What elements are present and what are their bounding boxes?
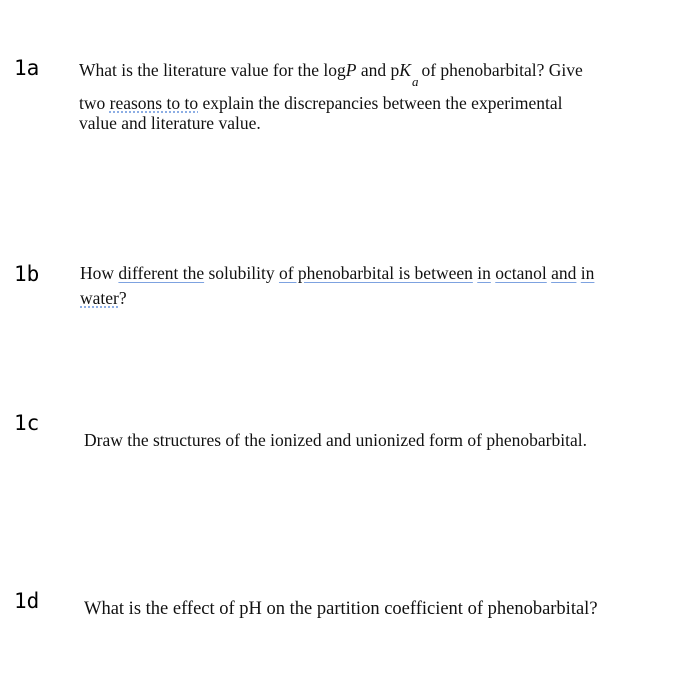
question-1a-text-segment: explain the discrepancies between the experimental (198, 93, 563, 113)
question-1d-line-1: What is the effect of pH on the partition coefficient of phenobarbital? (84, 599, 598, 619)
question-text-1c (84, 428, 587, 453)
question-1b-text-segment: ? (118, 288, 127, 308)
question-number-1a: 1a (14, 56, 40, 80)
question-number-1b: 1b (14, 262, 40, 286)
spellcheck-flagged-text: water (80, 288, 119, 308)
grammar-flagged-text: and (551, 263, 577, 283)
question-1b-text-segment: How (80, 263, 115, 283)
question-text-1d (84, 597, 598, 622)
pka-subscript: a (411, 74, 419, 89)
question-1a-line-1 (79, 58, 583, 89)
question-1a-text-segment: What is the literature value for the log (79, 60, 346, 80)
question-text-1a (79, 58, 583, 136)
question-1a-text-segment: value and literature value. (79, 113, 261, 133)
grammar-flagged-text: different the (118, 263, 205, 283)
question-1a-text-segment: and p (356, 60, 400, 80)
grammar-flagged-text: in (477, 263, 491, 283)
question-1a-text-segment: two (79, 93, 106, 113)
question-text-1b (80, 261, 594, 311)
pka-k-symbol: K (399, 60, 411, 80)
question-1b-text-segment: solubility (208, 263, 275, 283)
question-number-1c: 1c (14, 411, 40, 435)
question-1a-text-segment: of phenobarbital? Give (421, 60, 583, 80)
grammar-flagged-text: in (580, 263, 595, 283)
spellcheck-flagged-text: reasons to to (109, 93, 199, 113)
question-number-1d: 1d (14, 589, 40, 613)
grammar-flagged-text: of phenobarbital is between (278, 263, 473, 283)
log-p-symbol: P (345, 60, 357, 80)
question-1b-line-1 (80, 261, 594, 286)
question-1b-line-2 (80, 286, 594, 311)
grammar-flagged-text: octanol (495, 263, 547, 283)
question-1c-line-1: Draw the structures of the ionized and unionized form of phenobarbital. (84, 430, 587, 450)
